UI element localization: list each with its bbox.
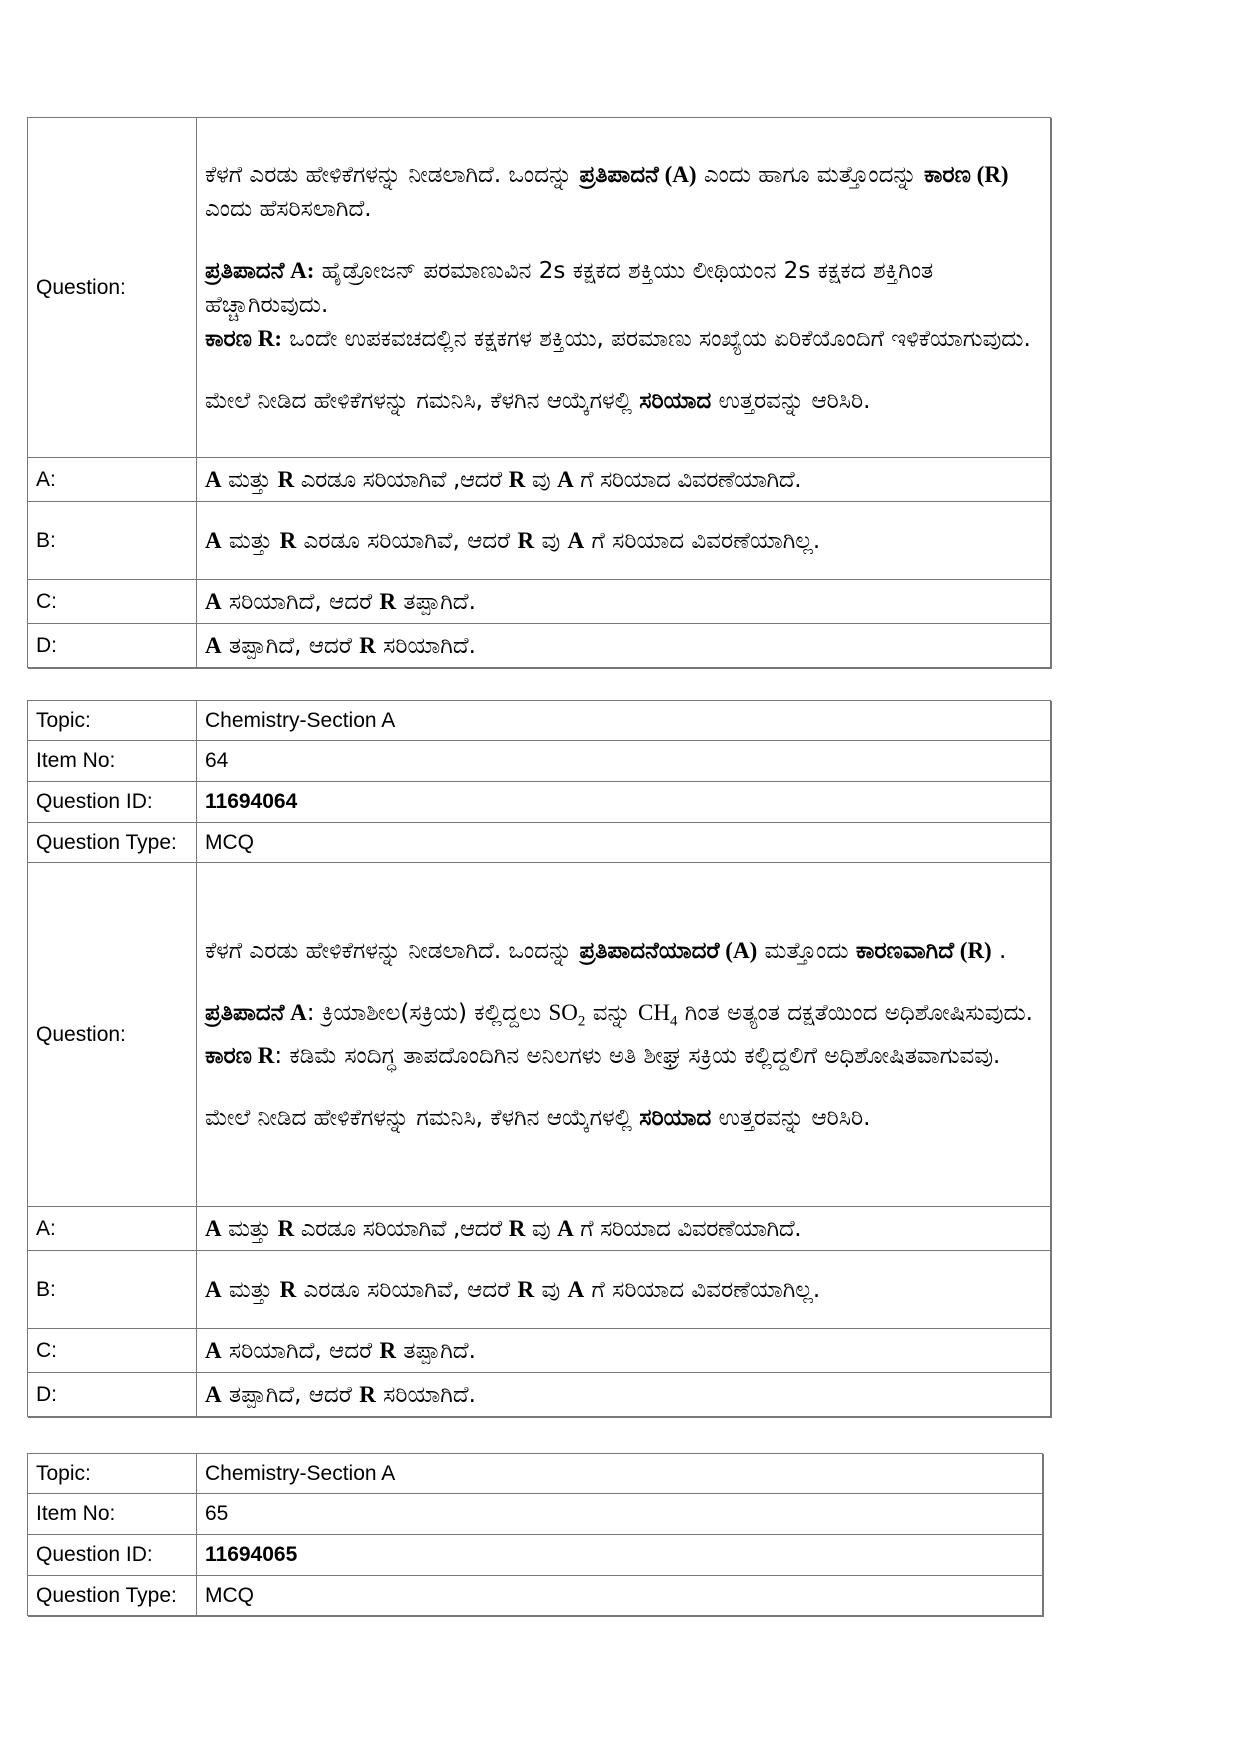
question-id-value: 11694065 bbox=[197, 1535, 1043, 1576]
question-id-label: Question ID: bbox=[28, 782, 197, 823]
option-d-row bbox=[28, 624, 1051, 668]
question-table-64 bbox=[27, 700, 1051, 1417]
option-a-text: A ಮತ್ತು R ಎರಡೂ ಸರಿಯಾಗಿವೆ ,ಆದರೆ R ವು A ಗೆ ಸರಿಯಾದ ವಿವರಣೆಯಾಗಿದೆ. bbox=[197, 458, 1051, 502]
question-type-row bbox=[28, 823, 1051, 863]
option-c-row bbox=[28, 580, 1051, 624]
option-c-text: A ಸರಿಯಾಗಿದೆ, ಆದರೆ R ತಪ್ಪಾಗಿದೆ. bbox=[197, 1329, 1051, 1373]
question-id-label: Question ID: bbox=[28, 1535, 197, 1576]
question-row bbox=[28, 863, 1051, 1207]
option-a-row bbox=[28, 1207, 1051, 1251]
instruction: ಮೇಲೆ ನೀಡಿದ ಹೇಳಿಕೆಗಳನ್ನು ಗಮನಿಸಿ, ಕೆಳಗಿನ ಆಯ್ಕೆಗಳಲ್ಲಿ ಸರಿಯಾದ ಉತ್ತರವನ್ನು ಆರಿಸಿರಿ. bbox=[205, 1104, 871, 1131]
question-row bbox=[28, 118, 1051, 458]
question-type-value: MCQ bbox=[197, 823, 1051, 863]
option-d-text: A ತಪ್ಪಾಗಿದೆ, ಆದರೆ R ಸರಿಯಾಗಿದೆ. bbox=[197, 624, 1051, 668]
reason: ಕಾರಣ R: ಒಂದೇ ಉಪಕವಚದಲ್ಲಿನ ಕಕ್ಷಕಗಳ ಶಕ್ತಿಯು, ಪರಮಾಣು ಸಂಖ್ಯೆಯ ಏರಿಕೆಯೊಂದಿಗೆ ಇಳಿಕೆಯಾಗುವುದು. bbox=[205, 325, 1031, 352]
assertion: ಪ್ರತಿಪಾದನೆ A: ಹೈಡ್ರೋಜನ್ ಪರಮಾಣುವಿನ 2s ಕಕ್ಷಕದ ಶಕ್ತಿಯು ಲೀಥಿಯಂನ 2s ಕಕ್ಷಕದ ಶಕ್ತಿಗಿಂತ ಹೆಚ್ಚಾಗಿರುವುದು. bbox=[205, 257, 934, 318]
option-a-row bbox=[28, 458, 1051, 502]
option-a-label: A: bbox=[28, 1207, 197, 1251]
topic-row bbox=[28, 701, 1051, 741]
question-intro: ಕೆಳಗೆ ಎರಡು ಹೇಳಿಕೆಗಳನ್ನು ನೀಡಲಾಗಿದೆ. ಒಂದನ್ನು ಪ್ರತಿಪಾದನೆ (A) ಎಂದು ಹಾಗೂ ಮತ್ತೊಂದನ್ನು ಕಾರಣ (R) ಎಂದು ಹೆಸರಿಸಲಾಗಿದೆ. bbox=[205, 161, 1009, 222]
question-text bbox=[197, 863, 1051, 1207]
topic-label: Topic: bbox=[28, 1454, 197, 1494]
option-a-text: A ಮತ್ತು R ಎರಡೂ ಸರಿಯಾಗಿವೆ ,ಆದರೆ R ವು A ಗೆ ಸರಿಯಾದ ವಿವರಣೆಯಾಗಿದೆ. bbox=[197, 1207, 1051, 1251]
topic-value: Chemistry-Section A bbox=[197, 1454, 1043, 1494]
option-d-label: D: bbox=[28, 1373, 197, 1417]
option-c-label: C: bbox=[28, 1329, 197, 1373]
option-a-label: A: bbox=[28, 458, 197, 502]
topic-row bbox=[28, 1454, 1043, 1494]
option-b-text: A ಮತ್ತು R ಎರಡೂ ಸರಿಯಾಗಿವೆ, ಆದರೆ R ವು A ಗೆ ಸರಿಯಾದ ವಿವರಣೆಯಾಗಿಲ್ಲ. bbox=[197, 1251, 1051, 1329]
option-b-label: B: bbox=[28, 1251, 197, 1329]
item-row bbox=[28, 1494, 1043, 1535]
item-value: 64 bbox=[197, 741, 1051, 782]
option-d-text: A ತಪ್ಪಾಗಿದೆ, ಆದರೆ R ಸರಿಯಾಗಿದೆ. bbox=[197, 1373, 1051, 1417]
option-c-text: A ಸರಿಯಾಗಿದೆ, ಆದರೆ R ತಪ್ಪಾಗಿದೆ. bbox=[197, 580, 1051, 624]
item-value: 65 bbox=[197, 1494, 1043, 1535]
question-id-row bbox=[28, 782, 1051, 823]
option-c-label: C: bbox=[28, 580, 197, 624]
question-table-65 bbox=[27, 1453, 1043, 1616]
option-c-row bbox=[28, 1329, 1051, 1373]
item-label: Item No: bbox=[28, 1494, 197, 1535]
assertion: ಪ್ರತಿಪಾದನೆ A: ಕ್ರಿಯಾಶೀಲ(ಸಕ್ರಿಯ) ಕಲ್ಲಿದ್ದಲು $SO_2$ ವನ್ನು $CH_4$ ಗಿಂತ ಅತ್ಯಂತ ದಕ್ಷತೆಯಿಂದ ಅಧಿಶೋಷಿಸುವುದು. bbox=[205, 1000, 1033, 1030]
option-b-label: B: bbox=[28, 502, 197, 580]
question-id-value: 11694064 bbox=[197, 782, 1051, 823]
question-text bbox=[197, 118, 1051, 458]
topic-value: Chemistry-Section A bbox=[197, 701, 1051, 741]
question-id-row bbox=[28, 1535, 1043, 1576]
item-row bbox=[28, 741, 1051, 782]
question-type-value: MCQ bbox=[197, 1576, 1043, 1616]
question-type-label: Question Type: bbox=[28, 823, 197, 863]
question-label: Question: bbox=[28, 863, 197, 1207]
topic-label: Topic: bbox=[28, 701, 197, 741]
question-table-continued bbox=[27, 117, 1051, 668]
option-d-row bbox=[28, 1373, 1051, 1417]
question-label: Question: bbox=[28, 118, 197, 458]
reason: ಕಾರಣ R: ಕಡಿಮೆ ಸಂದಿಗ್ಧ ತಾಪದೊಂದಿಗಿನ ಅನಿಲಗಳು ಅತಿ ಶೀಘ್ರ ಸಕ್ರಿಯ ಕಲ್ಲಿದ್ದಲಿಗೆ ಅಧಿಶೋಷಿತವಾಗುವವು. bbox=[205, 1042, 1001, 1069]
option-b-row bbox=[28, 502, 1051, 580]
option-d-label: D: bbox=[28, 624, 197, 668]
question-type-row bbox=[28, 1576, 1043, 1616]
question-intro: ಕೆಳಗೆ ಎರಡು ಹೇಳಿಕೆಗಳನ್ನು ನೀಡಲಾಗಿದೆ. ಒಂದನ್ನು ಪ್ರತಿಪಾದನೆಯಾದರೆ (A) ಮತ್ತೊಂದು ಕಾರಣವಾಗಿದೆ (R) . bbox=[205, 938, 1007, 965]
question-type-label: Question Type: bbox=[28, 1576, 197, 1616]
instruction: ಮೇಲೆ ನೀಡಿದ ಹೇಳಿಕೆಗಳನ್ನು ಗಮನಿಸಿ, ಕೆಳಗಿನ ಆಯ್ಕೆಗಳಲ್ಲಿ ಸರಿಯಾದ ಉತ್ತರವನ್ನು ಆರಿಸಿರಿ. bbox=[205, 387, 871, 414]
option-b-row bbox=[28, 1251, 1051, 1329]
option-b-text: A ಮತ್ತು R ಎರಡೂ ಸರಿಯಾಗಿವೆ, ಆದರೆ R ವು A ಗೆ ಸರಿಯಾದ ವಿವರಣೆಯಾಗಿಲ್ಲ. bbox=[197, 502, 1051, 580]
item-label: Item No: bbox=[28, 741, 197, 782]
